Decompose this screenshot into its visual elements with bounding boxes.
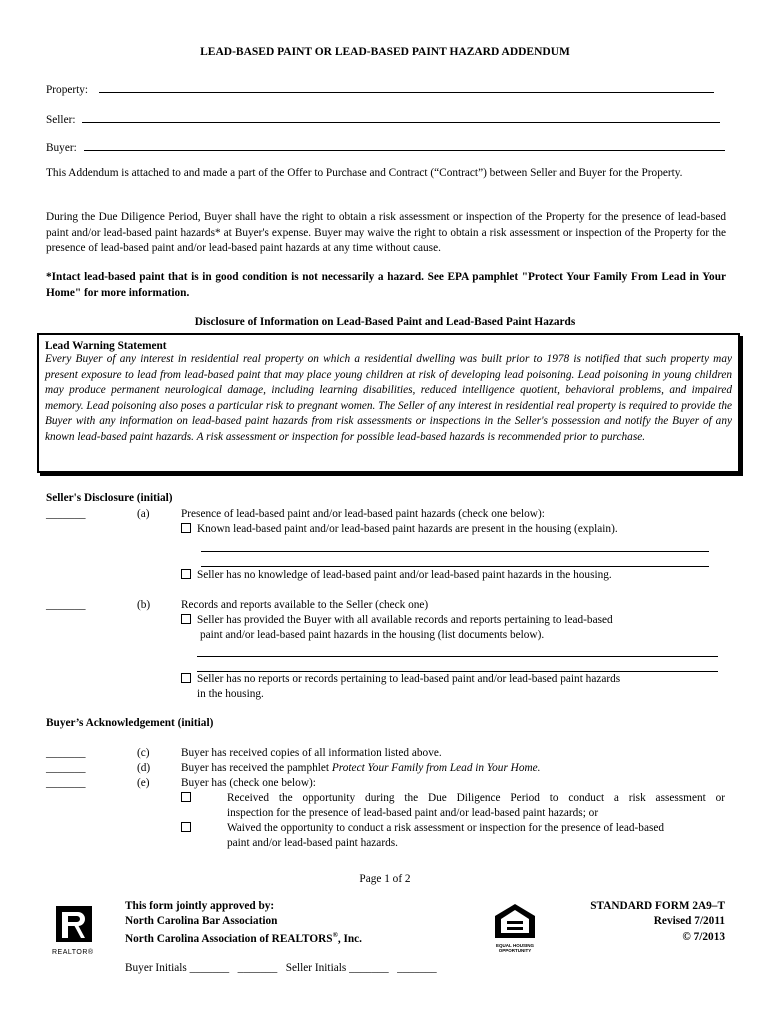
- realtor-logo-text: REALTOR®: [52, 949, 94, 956]
- option-a2-label: Seller has no knowledge of lead-based paint and/or lead-based paint hazards in the housing.: [197, 569, 612, 581]
- documents-line-2[interactable]: [197, 660, 718, 672]
- option-b2-label-cont: in the housing.: [197, 688, 264, 700]
- item-letter-e: (e): [137, 777, 150, 789]
- revised-date: Revised 7/2011: [653, 915, 725, 927]
- checkbox-icon[interactable]: [181, 822, 191, 832]
- buyer-initials-label: Buyer Initials: [125, 962, 187, 974]
- buyers-ack-heading: Buyer’s Acknowledgement (initial): [46, 717, 214, 729]
- option-e1-label: Received the opportunity during the Due Diligence Period to conduct a risk assessment or: [227, 792, 725, 804]
- item-letter-d: (d): [137, 762, 151, 774]
- lead-warning-heading: Lead Warning Statement: [45, 340, 167, 352]
- equal-housing-icon: [492, 902, 538, 942]
- explain-line-2[interactable]: [201, 555, 709, 567]
- item-c-text: Buyer has received copies of all information listed above.: [181, 747, 442, 759]
- option-b1[interactable]: [181, 614, 613, 626]
- checkbox-icon[interactable]: [181, 569, 191, 579]
- seller-line[interactable]: [82, 111, 720, 123]
- property-label: Property:: [46, 84, 89, 96]
- option-b2[interactable]: [181, 673, 620, 685]
- option-a2[interactable]: [181, 569, 612, 581]
- checkbox-icon[interactable]: [181, 614, 191, 624]
- buyer-initial-d[interactable]: _______: [46, 762, 86, 774]
- copyright: © 7/2013: [682, 931, 725, 943]
- buyer-initial-e[interactable]: _______: [46, 777, 86, 789]
- checkbox-icon[interactable]: [181, 673, 191, 683]
- seller-field[interactable]: [46, 111, 720, 126]
- option-a1-label: Known lead-based paint and/or lead-based paint hazards are present in the housing (explain).: [197, 523, 618, 535]
- pamphlet-title: Protect Your Family from Lead in Your Home.: [331, 762, 541, 774]
- eho-text-line2: OPPORTUNITY: [498, 948, 532, 953]
- checkbox-icon[interactable]: [181, 523, 191, 533]
- disclosure-heading: Disclosure of Information on Lead-Based Paint and Lead-Based Paint Hazards: [194, 316, 576, 328]
- org-nc-realtors: [125, 931, 362, 945]
- intact-paint-note: *Intact lead-based paint that is in good condition is not necessarily a hazard. See EPA pamphlet "Protect Your Family From Lead in Your Home" for more information.: [46, 271, 726, 299]
- seller-initials-blank-1[interactable]: _______: [349, 962, 389, 974]
- option-a1[interactable]: [181, 523, 618, 535]
- property-line[interactable]: [99, 81, 714, 93]
- equal-housing-logo: [492, 902, 538, 953]
- option-e2-label: Waived the opportunity to conduct a risk assessment or inspection for the presence of lead-based: [227, 822, 665, 834]
- buyer-label: Buyer:: [46, 142, 77, 154]
- seller-label: Seller:: [46, 114, 76, 126]
- explain-line-1[interactable]: [201, 540, 709, 552]
- seller-initials-label: Seller Initials: [285, 962, 347, 974]
- document-title: LEAD-BASED PAINT OR LEAD-BASED PAINT HAZARD ADDENDUM: [200, 46, 570, 58]
- lead-warning-box: [37, 333, 740, 473]
- realtor-logo: [52, 906, 100, 956]
- item-a-text: Presence of lead-based paint and/or lead-based paint hazards (check one below):: [181, 508, 545, 520]
- seller-initial-a[interactable]: _______: [46, 508, 86, 520]
- registered-mark: ®: [332, 931, 338, 939]
- intro-paragraph-2: During the Due Diligence Period, Buyer shall have the right to obtain a risk assessment or inspection of the Property for the presence of lead-based paint and/or lead-based paint hazards* at Buyer's expense. Buyer may waive the right to obtain a risk assessment or inspection of the Property for the presence of lead-based paint and/or lead-based paint hazards at any time without cause.: [46, 211, 726, 254]
- item-d-text-plain: Buyer has received the pamphlet: [181, 762, 332, 774]
- item-b-text: Records and reports available to the Seller (check one): [181, 599, 429, 611]
- option-b2-label: Seller has no reports or records pertaining to lead-based paint and/or lead-based paint hazards: [197, 673, 621, 685]
- buyer-line[interactable]: [84, 139, 725, 151]
- eho-text-line1: EQUAL HOUSING: [496, 943, 534, 948]
- lead-warning-text: Every Buyer of any interest in residential real property on which a residential dwelling was built prior to 1978 is notified that such property may present exposure to lead from lead-based paint that may place young children at risk of developing lead poisoning. Lead poisoning in young children may produce permanent neurological damage, including learning disabilities, reduced intelligence quotient, behavioral problems, and impaired memory. Lead poisoning also poses a particular risk to pregnant women. The Seller of any interest in residential real property is required to provide the Buyer with any information on lead-based paint hazards from risk assessments or inspections in the Seller's possession and notify the Buyer of any known lead-based paint hazards. A risk assessment or inspection for possible lead-based hazards is recommended prior to purchase.: [45, 353, 732, 443]
- intro-paragraph-1: This Addendum is attached to and made a part of the Offer to Purchase and Contract (“Contract”) between Seller and Buyer for the Property.: [46, 167, 683, 179]
- org-nc-bar: North Carolina Bar Association: [125, 915, 278, 927]
- item-letter-c: (c): [137, 747, 150, 759]
- property-field[interactable]: [46, 81, 714, 96]
- buyer-initials-blank-1[interactable]: _______: [189, 962, 230, 974]
- initials-row: [125, 962, 437, 974]
- buyer-initials-blank-2[interactable]: _______: [237, 962, 278, 974]
- option-e1-label-cont: inspection for the presence of lead-based paint and/or lead-based paint hazards; or: [227, 807, 599, 819]
- buyer-initial-c[interactable]: _______: [46, 747, 86, 759]
- page-number: Page 1 of 2: [359, 873, 411, 885]
- item-e-text: Buyer has (check one below):: [181, 777, 316, 789]
- buyer-field[interactable]: [46, 139, 725, 154]
- approved-by: This form jointly approved by:: [125, 900, 275, 912]
- checkbox-e2[interactable]: [181, 822, 197, 834]
- item-d-text: [181, 762, 540, 774]
- org-nc-realtors-suffix: , Inc.: [337, 932, 362, 945]
- checkbox-icon[interactable]: [181, 792, 191, 802]
- seller-initials-blank-2[interactable]: _______: [397, 962, 437, 974]
- org-nc-realtors-name: North Carolina Association of REALTORS: [125, 932, 333, 945]
- sellers-disclosure-heading: Seller's Disclosure (initial): [46, 492, 173, 504]
- option-b1-label-cont: paint and/or lead-based paint hazards in the housing (list documents below).: [200, 629, 545, 641]
- option-b1-label: Seller has provided the Buyer with all available records and reports pertaining to lead-based: [197, 614, 613, 626]
- item-letter-a: (a): [137, 508, 150, 520]
- documents-line-1[interactable]: [197, 645, 718, 657]
- seller-initial-b[interactable]: _______: [46, 599, 86, 611]
- option-e2-label-cont: paint and/or lead-based paint hazards.: [227, 837, 398, 849]
- item-letter-b: (b): [137, 599, 151, 611]
- form-id: STANDARD FORM 2A9–T: [590, 900, 725, 912]
- checkbox-e1[interactable]: [181, 792, 197, 804]
